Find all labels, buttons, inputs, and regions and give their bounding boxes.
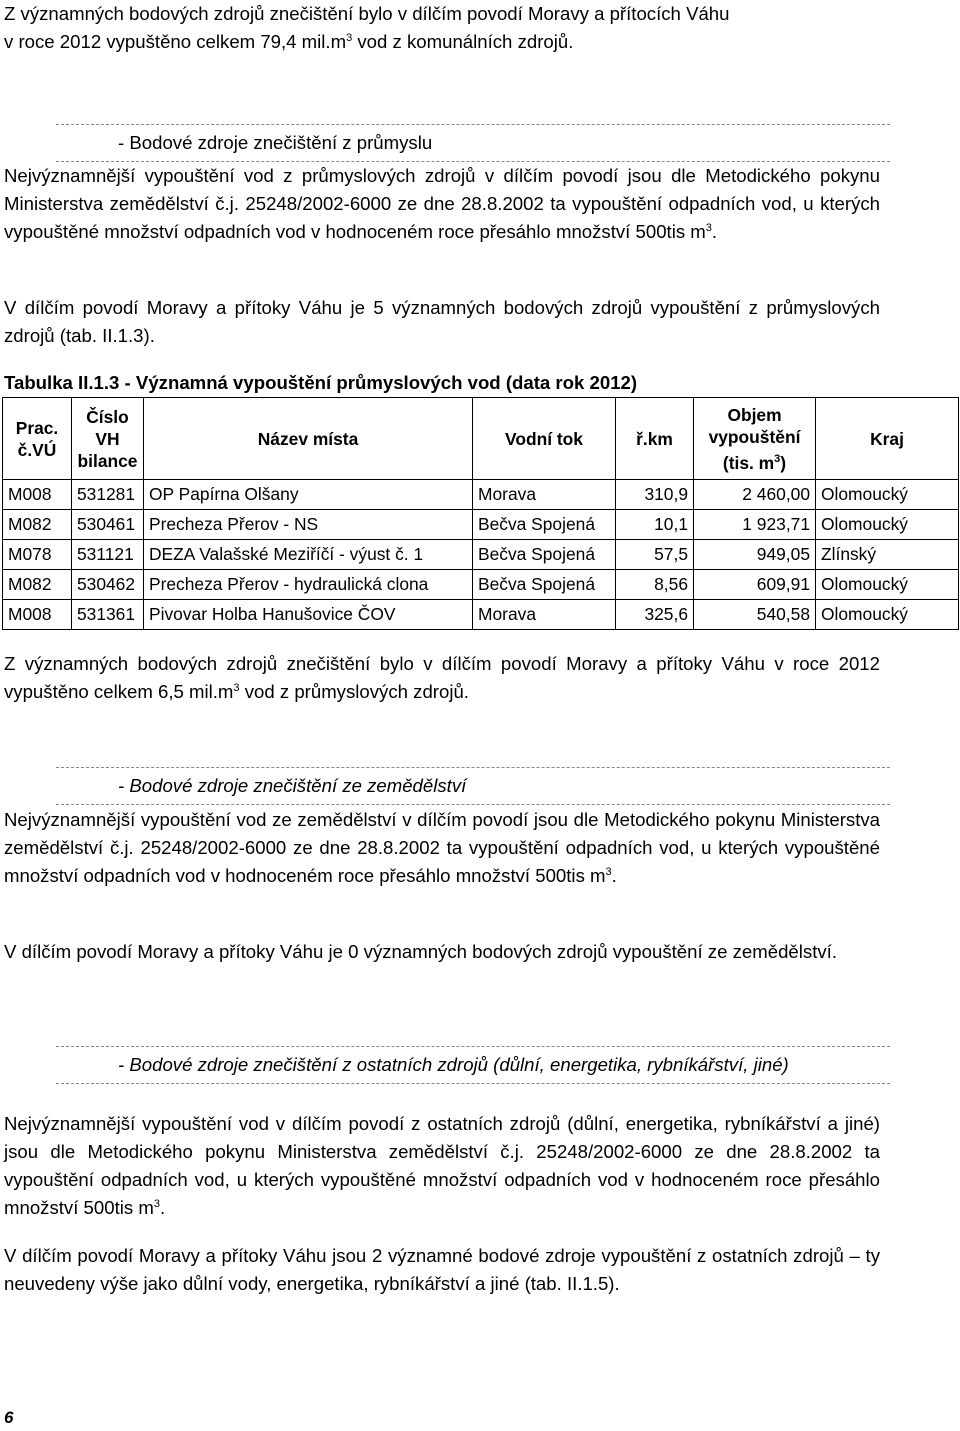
column-header-objem (694, 398, 816, 480)
header-text: (tis. m (722, 452, 775, 473)
cell-tok: Morava (473, 600, 616, 630)
paragraph-text-end: vod z průmyslových zdrojů. (239, 681, 469, 702)
header-text: Prac. (15, 417, 59, 438)
paragraph-text: Nejvýznamnější vypouštění vod ze zemědělství v dílčím povodí jsou dle Metodického pokynu Ministerstva zemědělství č.j. 25248/2002-6000 ze dne 28.8.2002 ta vypouštění odpadních vod, u kterých vypouštěné množství odpadních vod v hodnoceném roce přesáhlo množství 500tis m (4, 809, 880, 886)
header-text: Objem (727, 404, 782, 425)
cell-prac: M082 (3, 510, 72, 540)
cell-rkm: 57,5 (616, 540, 694, 570)
intro-line-2: v roce 2012 vypuštěno celkem 79,4 mil.m (4, 31, 347, 52)
cell-cislo: 531281 (72, 480, 144, 510)
paragraph-text-end: . (611, 865, 617, 886)
cell-objem: 540,58 (694, 600, 816, 630)
table-caption: Tabulka II.1.3 - Významná vypouštění průmyslových vod (data rok 2012) (4, 372, 638, 393)
header-text: ) (780, 452, 787, 473)
intro-line-1: Z významných bodových zdrojů znečištění bylo v dílčím povodí Moravy a přítocích Váhu (4, 3, 730, 24)
cell-cislo: 531361 (72, 600, 144, 630)
heading-text: - Bodové zdroje znečištění z ostatních zdrojů (důlní, energetika, rybníkářství, jiné) (118, 1054, 789, 1075)
paragraph-text-end: . (159, 1197, 166, 1218)
industry-paragraph-2: V dílčím povodí Moravy a přítoky Váhu je 5 významných bodových zdrojů vypouštění z průmyslových zdrojů (tab. II.1.3). (4, 297, 880, 346)
intro-line-2-end: vod z komunálních zdrojů. (352, 31, 574, 52)
table-header-row (3, 398, 959, 480)
column-header-nazev: Název místa (144, 398, 473, 480)
superscript: 3 (233, 681, 240, 694)
paragraph-text: Nejvýznamnější vypouštění vod z průmyslových zdrojů v dílčím povodí jsou dle Metodického pokynu Ministerstva zemědělství č.j. 25248/2002-6000 ze dne 28.8.2002 ta vypouštění odpadních vod, u kterých vypouštěné množství odpadních vod v hodnoceném roce přesáhlo množství 500tis m (4, 165, 880, 242)
superscript: 3 (605, 865, 612, 878)
table-row (3, 510, 959, 540)
column-header-kraj: Kraj (816, 398, 959, 480)
cell-rkm: 325,6 (616, 600, 694, 630)
paragraph-text-end: . (711, 221, 718, 242)
header-text: VH (95, 428, 120, 449)
header-text: bilance (77, 450, 138, 471)
cell-objem: 949,05 (694, 540, 816, 570)
cell-prac: M008 (3, 600, 72, 630)
cell-rkm: 310,9 (616, 480, 694, 510)
section-heading-agriculture (56, 767, 890, 805)
section-heading-industry (56, 124, 890, 162)
cell-kraj: Olomoucký (816, 510, 959, 540)
superscript: 3 (705, 221, 712, 234)
section-heading-other (56, 1046, 890, 1084)
cell-objem: 609,91 (694, 570, 816, 600)
cell-kraj: Olomoucký (816, 480, 959, 510)
paragraph-text: Z významných bodových zdrojů znečištění bylo v dílčím povodí Moravy a přítoky Váhu v roce 2012 vypuštěno celkem 6,5 mil.m (4, 653, 880, 702)
superscript: 3 (774, 452, 781, 465)
column-header-rkm: ř.km (616, 398, 694, 480)
agriculture-paragraph-2: V dílčím povodí Moravy a přítoky Váhu je 0 významných bodových zdrojů vypouštění ze zemědělství. (4, 941, 837, 962)
cell-tok: Morava (473, 480, 616, 510)
page-number: 6 (4, 1408, 14, 1427)
heading-text: - Bodové zdroje znečištění ze zemědělství (118, 775, 467, 796)
table-row (3, 600, 959, 630)
cell-prac: M082 (3, 570, 72, 600)
industry-paragraph-1 (4, 162, 880, 246)
table-row (3, 540, 959, 570)
intro-paragraph (4, 0, 880, 56)
industry-table (2, 397, 959, 630)
column-header-tok: Vodní tok (473, 398, 616, 480)
cell-tok: Bečva Spojená (473, 570, 616, 600)
heading-text: - Bodové zdroje znečištění z průmyslu (118, 132, 433, 153)
cell-objem: 1 923,71 (694, 510, 816, 540)
cell-nazev: OP Papírna Olšany (144, 480, 473, 510)
cell-prac: M078 (3, 540, 72, 570)
table-row (3, 480, 959, 510)
cell-cislo: 530461 (72, 510, 144, 540)
header-text: č.VÚ (17, 439, 57, 460)
header-text: Číslo (86, 406, 129, 427)
cell-nazev: Pivovar Holba Hanušovice ČOV (144, 600, 473, 630)
cell-nazev: Precheza Přerov - NS (144, 510, 473, 540)
cell-kraj: Zlínský (816, 540, 959, 570)
industry-summary (4, 650, 880, 706)
header-text: vypouštění (708, 426, 801, 447)
table-row (3, 570, 959, 600)
cell-rkm: 8,56 (616, 570, 694, 600)
cell-nazev: Precheza Přerov - hydraulická clona (144, 570, 473, 600)
cell-kraj: Olomoucký (816, 600, 959, 630)
other-paragraph-2: V dílčím povodí Moravy a přítoky Váhu jsou 2 významné bodové zdroje vypouštění z ostatních zdrojů – ty neuvedeny výše jako důlní vody, energetika, rybníkářství a jiné (tab. II.1.5). (4, 1245, 880, 1294)
paragraph-text: Nejvýznamnější vypouštění vod v dílčím povodí z ostatních zdrojů (důlní, energetika, rybníkářství a jiné) jsou dle Metodického pokynu Ministerstva zemědělství č.j. 25248/2002-6000 ze dne 28.8.2002 ta vypouštění odpadních vod, u kterých vypouštěné množství odpadních vod v hodnoceném roce přesáhlo množství 500tis m (4, 1113, 880, 1218)
cell-tok: Bečva Spojená (473, 540, 616, 570)
cell-kraj: Olomoucký (816, 570, 959, 600)
superscript: 3 (346, 31, 353, 44)
other-paragraph-1 (4, 1110, 880, 1222)
cell-rkm: 10,1 (616, 510, 694, 540)
cell-tok: Bečva Spojená (473, 510, 616, 540)
cell-nazev: DEZA Valašské Meziříčí - výust č. 1 (144, 540, 473, 570)
superscript: 3 (153, 1197, 160, 1210)
cell-prac: M008 (3, 480, 72, 510)
cell-cislo: 530462 (72, 570, 144, 600)
agriculture-paragraph-1 (4, 806, 880, 890)
column-header-cislo (72, 398, 144, 480)
cell-objem: 2 460,00 (694, 480, 816, 510)
cell-cislo: 531121 (72, 540, 144, 570)
column-header-prac (3, 398, 72, 480)
